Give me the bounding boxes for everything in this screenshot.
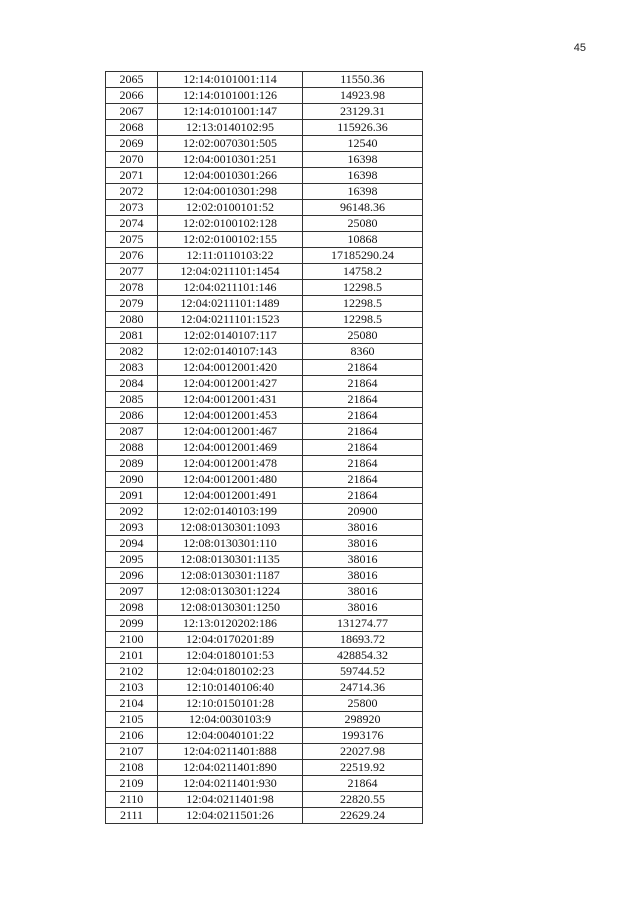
cadastral-number-cell: 12:04:0010301:266 (158, 168, 303, 184)
value-cell: 16398 (303, 184, 423, 200)
cadastral-number-cell: 12:14:0101001:114 (158, 72, 303, 88)
cadastral-number-cell: 12:04:0211101:1523 (158, 312, 303, 328)
row-number-cell: 2076 (106, 248, 158, 264)
table-row (106, 488, 423, 504)
page-number: 45 (573, 42, 586, 54)
value-cell: 14923.98 (303, 88, 423, 104)
row-number-cell: 2096 (106, 568, 158, 584)
cadastral-number-cell: 12:13:0140102:95 (158, 120, 303, 136)
table-row (106, 72, 423, 88)
table-row (106, 728, 423, 744)
value-cell: 21864 (303, 376, 423, 392)
value-cell: 38016 (303, 600, 423, 616)
value-cell: 22629.24 (303, 808, 423, 824)
table-row (106, 168, 423, 184)
table-row (106, 776, 423, 792)
value-cell: 21864 (303, 392, 423, 408)
cadastral-number-cell: 12:13:0120202:186 (158, 616, 303, 632)
table-row (106, 568, 423, 584)
value-cell: 12298.5 (303, 280, 423, 296)
table-row (106, 744, 423, 760)
value-cell: 23129.31 (303, 104, 423, 120)
table-row (106, 120, 423, 136)
value-cell: 131274.77 (303, 616, 423, 632)
cadastral-number-cell: 12:02:0070301:505 (158, 136, 303, 152)
value-cell: 25800 (303, 696, 423, 712)
table-row (106, 632, 423, 648)
row-number-cell: 2095 (106, 552, 158, 568)
table-row (106, 376, 423, 392)
value-cell: 8360 (303, 344, 423, 360)
cadastral-number-cell: 12:04:0180101:53 (158, 648, 303, 664)
value-cell: 59744.52 (303, 664, 423, 680)
table-row (106, 312, 423, 328)
cadastral-number-cell: 12:02:0100102:155 (158, 232, 303, 248)
cadastral-number-cell: 12:10:0140106:40 (158, 680, 303, 696)
cadastral-number-cell: 12:10:0150101:28 (158, 696, 303, 712)
row-number-cell: 2108 (106, 760, 158, 776)
row-number-cell: 2071 (106, 168, 158, 184)
cadastral-number-cell: 12:04:0211401:98 (158, 792, 303, 808)
table-row (106, 216, 423, 232)
value-cell: 21864 (303, 776, 423, 792)
cadastral-number-cell: 12:04:0030103:9 (158, 712, 303, 728)
table-row (106, 280, 423, 296)
cadastral-number-cell: 12:04:0012001:431 (158, 392, 303, 408)
value-cell: 96148.36 (303, 200, 423, 216)
row-number-cell: 2093 (106, 520, 158, 536)
cadastral-number-cell: 12:08:0130301:1187 (158, 568, 303, 584)
table-row (106, 664, 423, 680)
row-number-cell: 2086 (106, 408, 158, 424)
row-number-cell: 2092 (106, 504, 158, 520)
value-cell: 11550.36 (303, 72, 423, 88)
cadastral-number-cell: 12:04:0012001:491 (158, 488, 303, 504)
value-cell: 25080 (303, 328, 423, 344)
cadastral-number-cell: 12:11:0110103:22 (158, 248, 303, 264)
row-number-cell: 2066 (106, 88, 158, 104)
cadastral-number-cell: 12:04:0012001:427 (158, 376, 303, 392)
value-cell: 38016 (303, 552, 423, 568)
table-row (106, 264, 423, 280)
table-row (106, 584, 423, 600)
cadastral-number-cell: 12:04:0012001:420 (158, 360, 303, 376)
row-number-cell: 2110 (106, 792, 158, 808)
cadastral-number-cell: 12:14:0101001:147 (158, 104, 303, 120)
row-number-cell: 2091 (106, 488, 158, 504)
table-row (106, 344, 423, 360)
row-number-cell: 2080 (106, 312, 158, 328)
table-row (106, 200, 423, 216)
value-cell: 25080 (303, 216, 423, 232)
row-number-cell: 2069 (106, 136, 158, 152)
value-cell: 428854.32 (303, 648, 423, 664)
value-cell: 12540 (303, 136, 423, 152)
row-number-cell: 2106 (106, 728, 158, 744)
row-number-cell: 2074 (106, 216, 158, 232)
table-row (106, 248, 423, 264)
value-cell: 38016 (303, 520, 423, 536)
table-row (106, 152, 423, 168)
cadastral-number-cell: 12:08:0130301:1093 (158, 520, 303, 536)
value-cell: 24714.36 (303, 680, 423, 696)
cadastral-number-cell: 12:14:0101001:126 (158, 88, 303, 104)
table-row (106, 104, 423, 120)
row-number-cell: 2073 (106, 200, 158, 216)
row-number-cell: 2072 (106, 184, 158, 200)
cadastral-number-cell: 12:04:0012001:453 (158, 408, 303, 424)
table-row (106, 328, 423, 344)
cadastral-number-cell: 12:08:0130301:1250 (158, 600, 303, 616)
row-number-cell: 2111 (106, 808, 158, 824)
cadastral-number-cell: 12:04:0010301:298 (158, 184, 303, 200)
value-cell: 21864 (303, 408, 423, 424)
row-number-cell: 2097 (106, 584, 158, 600)
table-row (106, 712, 423, 728)
row-number-cell: 2107 (106, 744, 158, 760)
value-cell: 298920 (303, 712, 423, 728)
value-cell: 12298.5 (303, 296, 423, 312)
row-number-cell: 2075 (106, 232, 158, 248)
value-cell: 20900 (303, 504, 423, 520)
table-row (106, 408, 423, 424)
cadastral-number-cell: 12:08:0130301:110 (158, 536, 303, 552)
table-row (106, 600, 423, 616)
value-cell: 21864 (303, 472, 423, 488)
table-row (106, 392, 423, 408)
value-cell: 21864 (303, 440, 423, 456)
table-row (106, 504, 423, 520)
value-cell: 14758.2 (303, 264, 423, 280)
row-number-cell: 2094 (106, 536, 158, 552)
row-number-cell: 2087 (106, 424, 158, 440)
value-cell: 18693.72 (303, 632, 423, 648)
row-number-cell: 2100 (106, 632, 158, 648)
row-number-cell: 2081 (106, 328, 158, 344)
table-row (106, 616, 423, 632)
table-body (106, 72, 423, 824)
value-cell: 38016 (303, 536, 423, 552)
cadastral-number-cell: 12:04:0012001:478 (158, 456, 303, 472)
row-number-cell: 2078 (106, 280, 158, 296)
value-cell: 22519.92 (303, 760, 423, 776)
cadastral-number-cell: 12:04:0180102:23 (158, 664, 303, 680)
table-row (106, 456, 423, 472)
table-row (106, 648, 423, 664)
table-row (106, 520, 423, 536)
cadastral-number-cell: 12:04:0010301:251 (158, 152, 303, 168)
cadastral-number-cell: 12:04:0211101:1454 (158, 264, 303, 280)
value-cell: 21864 (303, 360, 423, 376)
cadastral-number-cell: 12:02:0100102:128 (158, 216, 303, 232)
row-number-cell: 2085 (106, 392, 158, 408)
table-row (106, 440, 423, 456)
table-row (106, 536, 423, 552)
value-cell: 12298.5 (303, 312, 423, 328)
cadastral-number-cell: 12:08:0130301:1224 (158, 584, 303, 600)
table-row (106, 472, 423, 488)
row-number-cell: 2077 (106, 264, 158, 280)
value-cell: 21864 (303, 456, 423, 472)
value-cell: 22027.98 (303, 744, 423, 760)
cadastral-number-cell: 12:04:0211401:888 (158, 744, 303, 760)
row-number-cell: 2104 (106, 696, 158, 712)
cadastral-number-cell: 12:04:0170201:89 (158, 632, 303, 648)
cadastral-number-cell: 12:04:0012001:480 (158, 472, 303, 488)
value-cell: 38016 (303, 584, 423, 600)
table-row (106, 232, 423, 248)
table-row (106, 184, 423, 200)
table-row (106, 808, 423, 824)
row-number-cell: 2079 (106, 296, 158, 312)
value-cell: 16398 (303, 168, 423, 184)
row-number-cell: 2101 (106, 648, 158, 664)
row-number-cell: 2084 (106, 376, 158, 392)
value-cell: 21864 (303, 424, 423, 440)
value-cell: 22820.55 (303, 792, 423, 808)
cadastral-number-cell: 12:04:0211101:1489 (158, 296, 303, 312)
cadastral-number-cell: 12:04:0211101:146 (158, 280, 303, 296)
cadastral-number-cell: 12:02:0140103:199 (158, 504, 303, 520)
cadastral-number-cell: 12:02:0140107:143 (158, 344, 303, 360)
cadastral-number-cell: 12:02:0140107:117 (158, 328, 303, 344)
row-number-cell: 2082 (106, 344, 158, 360)
row-number-cell: 2089 (106, 456, 158, 472)
value-cell: 1993176 (303, 728, 423, 744)
table-row (106, 696, 423, 712)
table-row (106, 88, 423, 104)
row-number-cell: 2103 (106, 680, 158, 696)
value-cell: 17185290.24 (303, 248, 423, 264)
cadastral-number-cell: 12:04:0211501:26 (158, 808, 303, 824)
table-row (106, 136, 423, 152)
cadastral-number-cell: 12:04:0040101:22 (158, 728, 303, 744)
value-cell: 10868 (303, 232, 423, 248)
row-number-cell: 2065 (106, 72, 158, 88)
row-number-cell: 2088 (106, 440, 158, 456)
row-number-cell: 2067 (106, 104, 158, 120)
cadastral-number-cell: 12:04:0211401:930 (158, 776, 303, 792)
row-number-cell: 2070 (106, 152, 158, 168)
table-row (106, 680, 423, 696)
row-number-cell: 2099 (106, 616, 158, 632)
row-number-cell: 2068 (106, 120, 158, 136)
table-row (106, 296, 423, 312)
row-number-cell: 2083 (106, 360, 158, 376)
row-number-cell: 2102 (106, 664, 158, 680)
cadastral-number-cell: 12:08:0130301:1135 (158, 552, 303, 568)
row-number-cell: 2098 (106, 600, 158, 616)
value-cell: 21864 (303, 488, 423, 504)
row-number-cell: 2109 (106, 776, 158, 792)
cadastral-number-cell: 12:04:0012001:467 (158, 424, 303, 440)
cadastral-number-cell: 12:04:0211401:890 (158, 760, 303, 776)
data-table (105, 71, 423, 824)
row-number-cell: 2105 (106, 712, 158, 728)
table-row (106, 552, 423, 568)
value-cell: 115926.36 (303, 120, 423, 136)
table-row (106, 760, 423, 776)
table-row (106, 792, 423, 808)
cadastral-number-cell: 12:02:0100101:52 (158, 200, 303, 216)
row-number-cell: 2090 (106, 472, 158, 488)
value-cell: 16398 (303, 152, 423, 168)
table-row (106, 360, 423, 376)
table-row (106, 424, 423, 440)
cadastral-number-cell: 12:04:0012001:469 (158, 440, 303, 456)
value-cell: 38016 (303, 568, 423, 584)
